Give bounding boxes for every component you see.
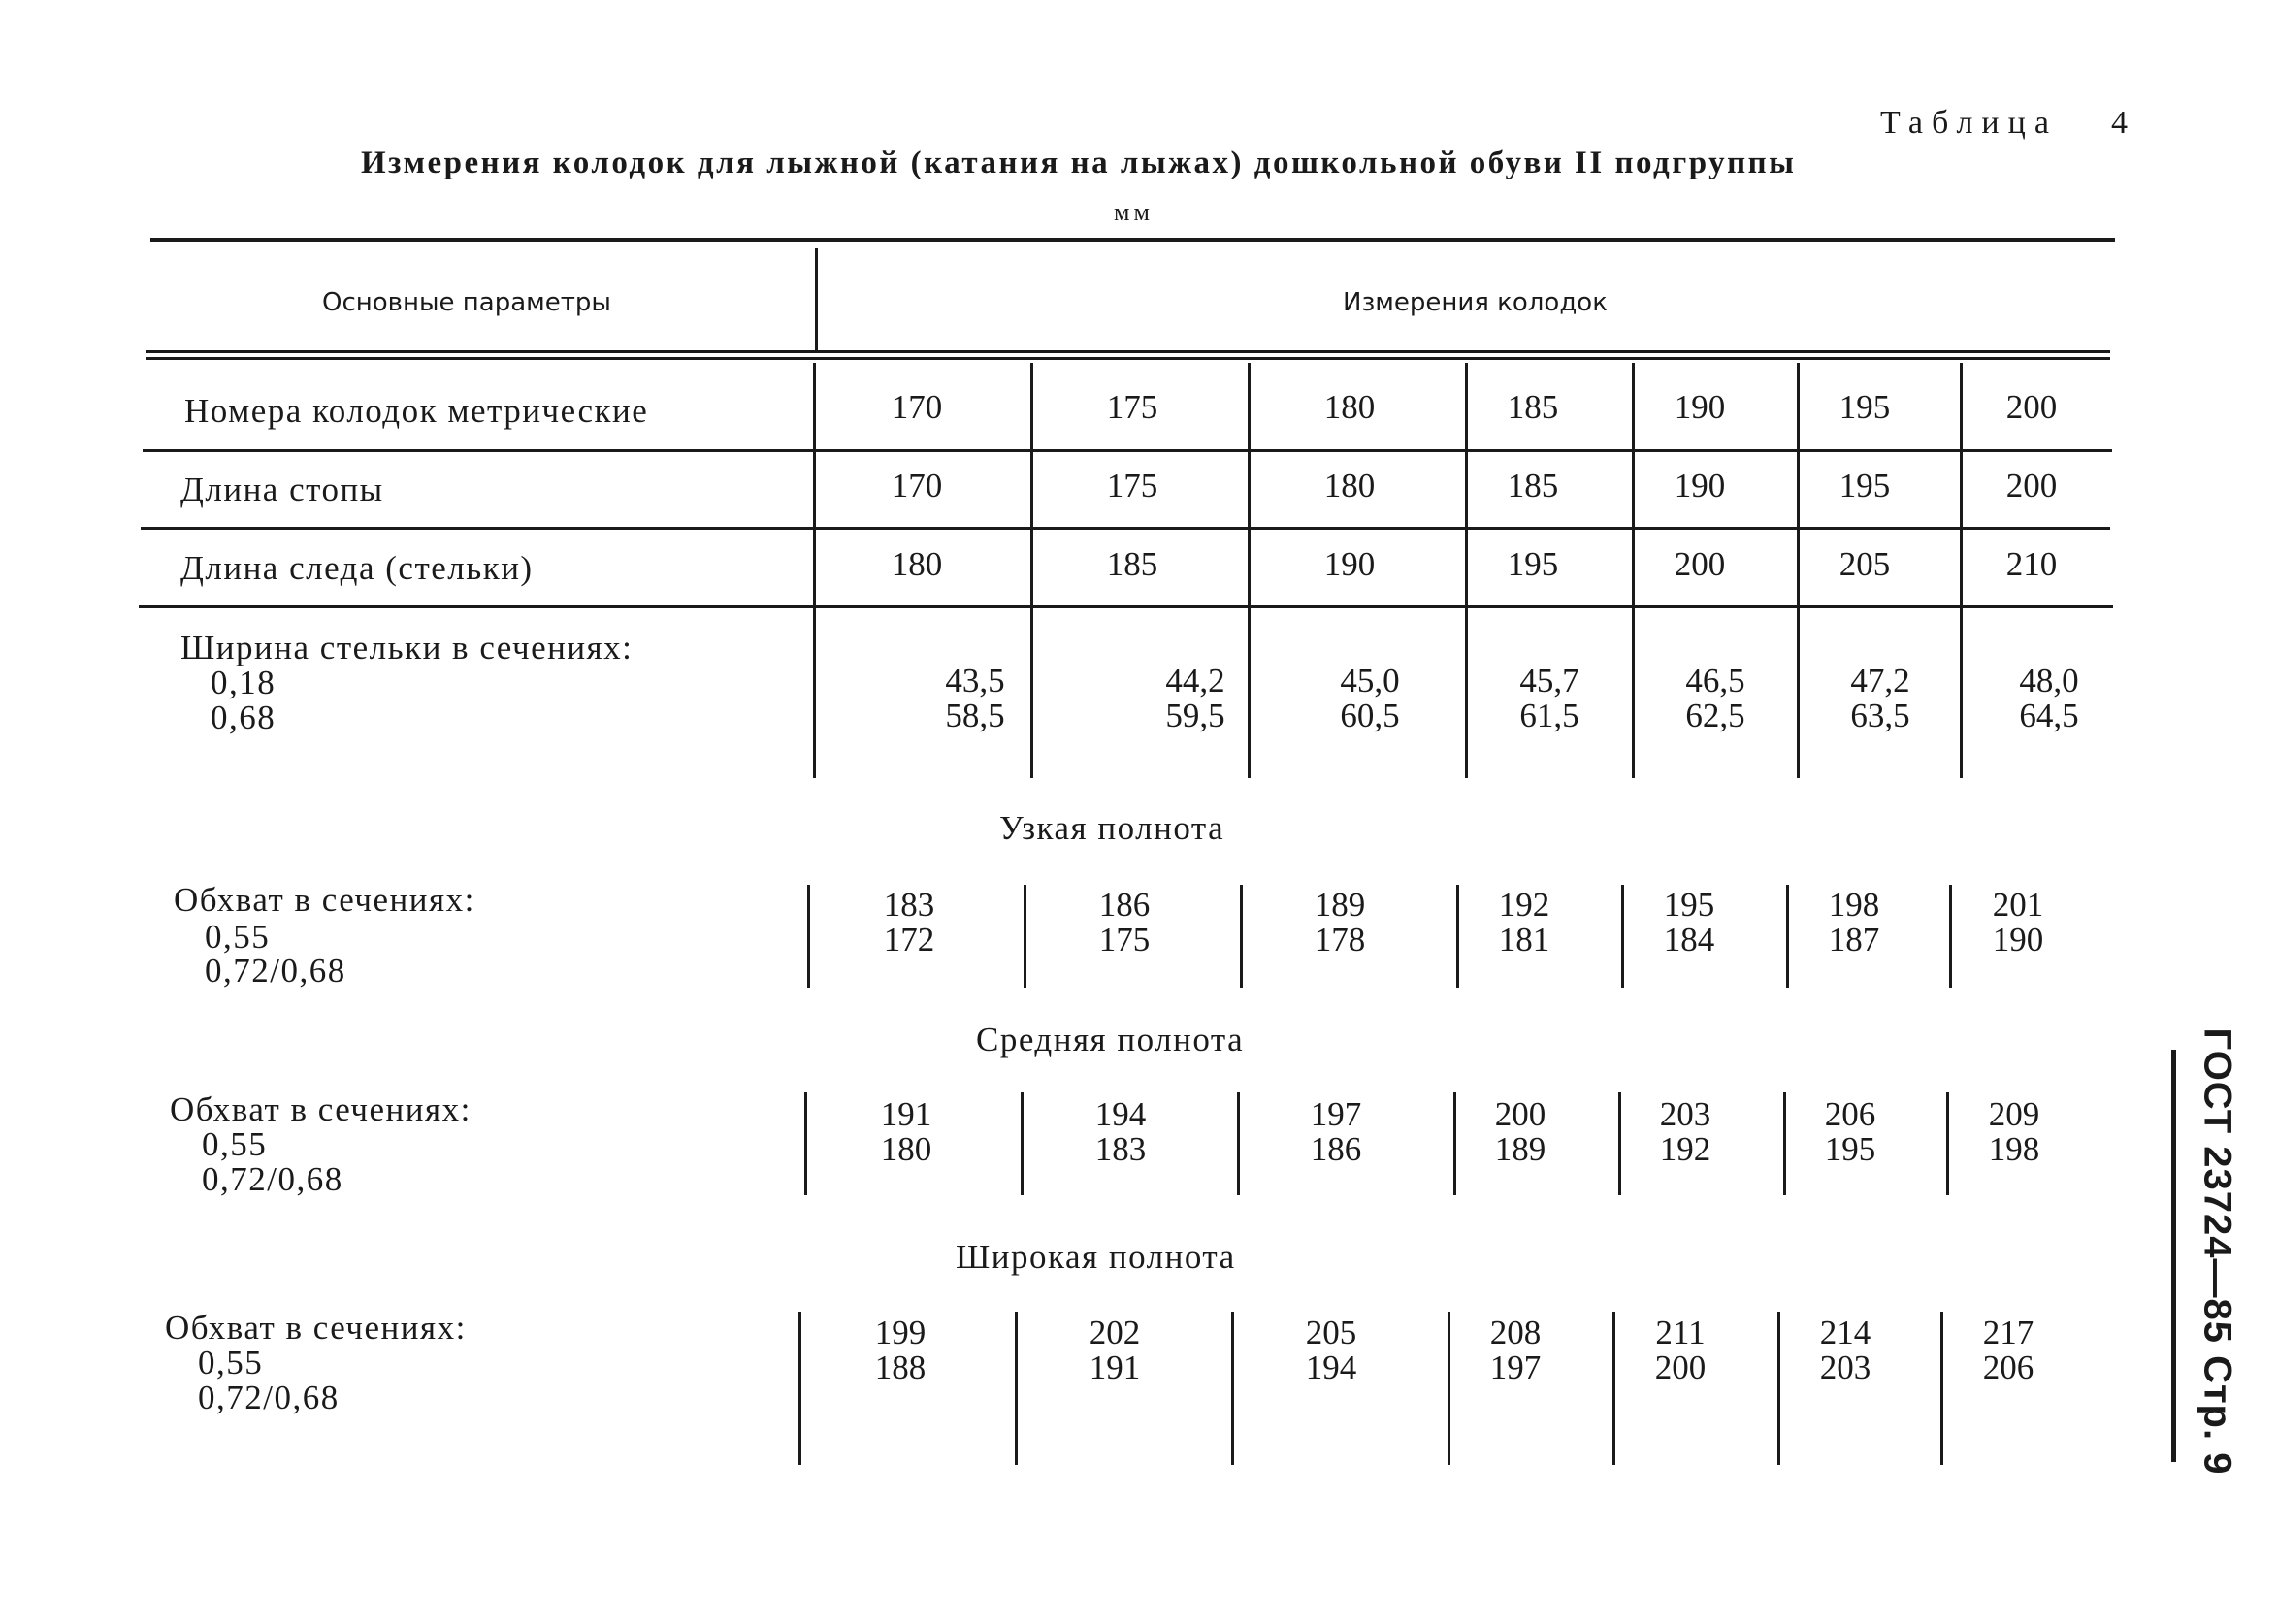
section-column-line (1448, 1312, 1450, 1465)
main-column-line (1632, 363, 1635, 778)
insole-width-sub-068: 0,68 (211, 698, 277, 736)
insole-width-label: Ширина стельки в сечениях: (180, 629, 634, 666)
cell-value: 175 (1106, 467, 1158, 504)
insole-width-value: 61,5 (1519, 697, 1579, 734)
girth-value: 214 (1819, 1314, 1871, 1351)
cell-value: 175 (1106, 388, 1158, 426)
section-column-line (1453, 1092, 1456, 1195)
cell-value: 205 (1839, 545, 1891, 583)
row-label-insole-length: Длина следа (стельки) (180, 549, 534, 587)
main-column-line (813, 363, 816, 778)
girth-value: 178 (1314, 921, 1366, 958)
girth-value: 188 (874, 1348, 927, 1386)
girth-value: 201 (1992, 886, 2044, 924)
insole-width-value: 64,5 (2019, 697, 2079, 734)
insole-width-sub-018: 0,18 (211, 664, 277, 701)
section-column-line (1612, 1312, 1615, 1465)
cell-value: 185 (1507, 388, 1559, 426)
row-rule-2 (141, 527, 2110, 530)
section-column-line (1946, 1092, 1949, 1195)
insole-width-value: 63,5 (1850, 697, 1910, 734)
girth-label-wide: Обхват в сечениях: (165, 1309, 467, 1347)
cell-value: 180 (891, 545, 943, 583)
unit-label: мм (1114, 198, 1154, 226)
section-column-line (1786, 885, 1789, 988)
cell-value: 195 (1839, 388, 1891, 426)
girth-value: 186 (1310, 1130, 1362, 1168)
section-column-line (1621, 885, 1624, 988)
table-label: Таблица (1880, 105, 2058, 141)
insole-width-value: 45,0 (1340, 662, 1400, 699)
girth-value: 183 (883, 886, 935, 924)
section-title-narrow: Узкая полнота (999, 809, 1225, 847)
main-column-line (1960, 363, 1963, 778)
cell-value: 190 (1674, 388, 1726, 426)
girth-value: 208 (1489, 1314, 1542, 1351)
main-column-line (1465, 363, 1468, 778)
header-double-rule-top (146, 350, 2110, 353)
cell-value: 190 (1674, 467, 1726, 504)
insole-width-value: 58,5 (945, 697, 1005, 734)
girth-value: 194 (1094, 1095, 1147, 1133)
column-header-params: Основные параметры (322, 288, 611, 317)
section-column-line (807, 885, 810, 988)
girth-value: 200 (1494, 1095, 1546, 1133)
insole-width-value: 62,5 (1685, 697, 1745, 734)
girth-value: 195 (1663, 886, 1715, 924)
girth-value: 211 (1655, 1314, 1706, 1351)
girth-value: 209 (1988, 1095, 2040, 1133)
section-column-line (798, 1312, 801, 1465)
girth-sub-072-wide: 0,72/0,68 (198, 1379, 340, 1416)
girth-value: 203 (1819, 1348, 1871, 1386)
section-column-line (1456, 885, 1459, 988)
girth-value: 184 (1663, 921, 1715, 958)
section-column-line (1240, 885, 1243, 988)
table-number: 4 (2111, 105, 2128, 141)
row-label-foot-length: Длина стопы (180, 471, 384, 508)
girth-sub-055-wide: 0,55 (198, 1344, 264, 1381)
girth-value: 206 (1824, 1095, 1876, 1133)
section-column-line (1940, 1312, 1943, 1465)
girth-sub-072-narrow: 0,72/0,68 (205, 952, 346, 990)
section-column-line (1783, 1092, 1786, 1195)
cell-value: 180 (1323, 388, 1376, 426)
section-column-line (1618, 1092, 1621, 1195)
cell-value: 170 (891, 388, 943, 426)
girth-value: 203 (1659, 1095, 1711, 1133)
insole-width-value: 60,5 (1340, 697, 1400, 734)
cell-value: 185 (1507, 467, 1559, 504)
section-column-line (1777, 1312, 1780, 1465)
girth-value: 199 (874, 1314, 927, 1351)
document-title: Измерения колодок для лыжной (катания на лыжах) дошкольной обуви II подгруппы (361, 146, 1797, 180)
girth-sub-055-narrow: 0,55 (205, 918, 271, 956)
girth-value: 202 (1089, 1314, 1141, 1351)
row-rule-1 (143, 449, 2112, 452)
girth-value: 183 (1094, 1130, 1147, 1168)
girth-value: 205 (1305, 1314, 1357, 1351)
cell-value: 210 (2005, 545, 2058, 583)
cell-value: 200 (2005, 388, 2058, 426)
side-rule (2171, 1050, 2176, 1462)
top-rule (150, 238, 2115, 242)
girth-label-narrow: Обхват в сечениях: (174, 881, 475, 919)
girth-value: 191 (1089, 1348, 1141, 1386)
girth-value: 190 (1992, 921, 2044, 958)
main-column-line (1797, 363, 1800, 778)
cell-value: 180 (1323, 467, 1376, 504)
cell-value: 190 (1323, 545, 1376, 583)
girth-value: 197 (1310, 1095, 1362, 1133)
girth-value: 180 (880, 1130, 932, 1168)
girth-sub-072-medium: 0,72/0,68 (202, 1160, 343, 1198)
cell-value: 200 (1674, 545, 1726, 583)
insole-width-value: 44,2 (1165, 662, 1225, 699)
row-label-last-numbers: Номера колодок метрические (184, 392, 649, 430)
girth-label-medium: Обхват в сечениях: (170, 1090, 472, 1128)
girth-value: 217 (1982, 1314, 2034, 1351)
girth-value: 189 (1314, 886, 1366, 924)
section-column-line (1237, 1092, 1240, 1195)
insole-width-value: 59,5 (1165, 697, 1225, 734)
section-column-line (1021, 1092, 1024, 1195)
girth-value: 197 (1489, 1348, 1542, 1386)
insole-width-value: 45,7 (1519, 662, 1579, 699)
insole-width-value: 47,2 (1850, 662, 1910, 699)
girth-value: 191 (880, 1095, 932, 1133)
girth-value: 192 (1498, 886, 1550, 924)
girth-value: 200 (1654, 1348, 1707, 1386)
section-column-line (1024, 885, 1026, 988)
girth-value: 192 (1659, 1130, 1711, 1168)
girth-value: 189 (1494, 1130, 1546, 1168)
girth-value: 198 (1828, 886, 1880, 924)
section-title-medium: Средняя полнота (976, 1021, 1245, 1058)
girth-value: 172 (883, 921, 935, 958)
section-column-line (804, 1092, 807, 1195)
girth-value: 194 (1305, 1348, 1357, 1386)
insole-width-value: 46,5 (1685, 662, 1745, 699)
side-document-code: ГОСТ 23724—85 Стр. 9 (2196, 1027, 2239, 1476)
insole-width-value: 48,0 (2019, 662, 2079, 699)
row-rule-3 (139, 605, 2113, 608)
girth-value: 186 (1098, 886, 1151, 924)
girth-value: 198 (1988, 1130, 2040, 1168)
girth-value: 175 (1098, 921, 1151, 958)
girth-value: 181 (1498, 921, 1550, 958)
insole-width-value: 43,5 (945, 662, 1005, 699)
cell-value: 185 (1106, 545, 1158, 583)
header-divider (815, 248, 818, 350)
header-double-rule-bottom (146, 357, 2110, 360)
girth-value: 206 (1982, 1348, 2034, 1386)
girth-value: 195 (1824, 1130, 1876, 1168)
column-header-measurements: Измерения колодок (1343, 288, 1608, 317)
section-column-line (1015, 1312, 1018, 1465)
girth-value: 187 (1828, 921, 1880, 958)
girth-sub-055-medium: 0,55 (202, 1125, 268, 1163)
section-column-line (1231, 1312, 1234, 1465)
section-title-wide: Широкая полнота (956, 1238, 1236, 1276)
cell-value: 170 (891, 467, 943, 504)
cell-value: 195 (1507, 545, 1559, 583)
section-column-line (1949, 885, 1952, 988)
cell-value: 200 (2005, 467, 2058, 504)
cell-value: 195 (1839, 467, 1891, 504)
